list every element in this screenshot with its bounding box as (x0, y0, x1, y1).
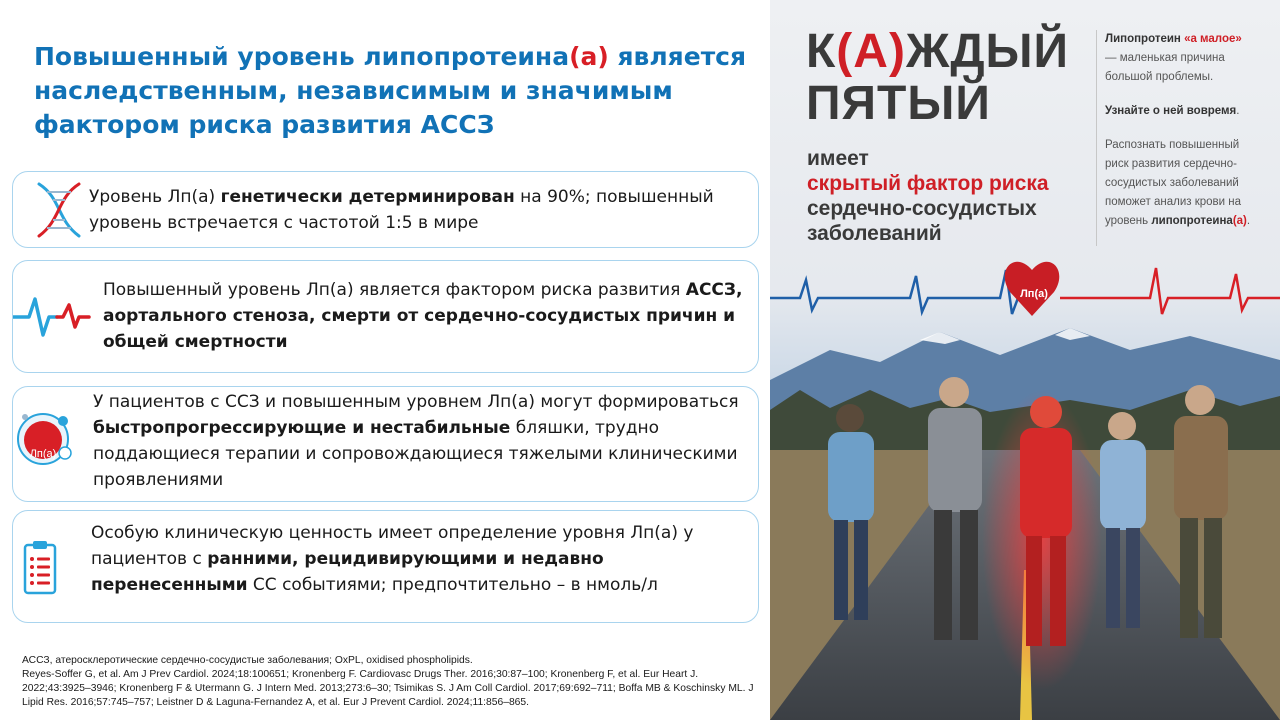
abbreviations-note: АССЗ, атеросклеротические сердечно-сосудистые заболевания; OxPL, oxidised phospholipids. (22, 655, 473, 666)
clipboard-checklist-icon (23, 539, 57, 599)
headline-rest: ЖДЫЙ (905, 25, 1070, 78)
side-text: . (1246, 215, 1251, 227)
headline-accent: (А) (836, 25, 906, 78)
side-para-1 (1105, 30, 1256, 87)
title-part2: является наследственным, независимым и значимым фактором риска развития АССЗ (34, 42, 747, 139)
side-text: — маленькая причина большой проблемы. (1105, 52, 1225, 83)
poster-headline-line2: ПЯТЫЙ (806, 77, 991, 130)
side-text: . (1236, 105, 1240, 117)
side-text: Распознать повышенный риск развития сердечно-сосудистых заболеваний поможет анализ крови на уровень (1105, 139, 1242, 227)
card-text-regular: на 90%; повышенный уровень встречается с частотой 1:5 в мире (89, 187, 714, 233)
side-para-3 (1105, 136, 1256, 231)
subheadline-line: заболеваний (807, 222, 942, 245)
dna-icon (31, 180, 87, 244)
side-text-accent: (а) (1232, 215, 1247, 227)
references-footnote (22, 654, 767, 710)
poster-side-text (1096, 30, 1256, 246)
side-text-bold: Липопротеин (1105, 33, 1185, 45)
card-text (89, 184, 744, 236)
card-text-regular: бляшки, трудно поддающиеся терапии и сопровождающиеся тяжелыми клиническими проявлениями (93, 418, 738, 490)
side-text-bold: Узнайте о ней вовремя (1105, 105, 1237, 117)
title-part1: Повышенный уровень липопротеина (34, 42, 570, 71)
card-text-regular: У пациентов с ССЗ и повышенным уровнем Лп(а) могут формироваться (93, 392, 739, 412)
card-text (103, 277, 748, 355)
info-card-measurement (12, 510, 759, 623)
headline-letter: К (806, 25, 837, 78)
card-text (93, 389, 753, 493)
card-text-bold: генетически детерминирован (220, 187, 515, 207)
lpa-particle-icon (15, 405, 77, 481)
lpa-particle-label: Лп(а) (29, 448, 57, 460)
side-text-bold: липопротеина (1151, 215, 1233, 227)
references-list: Reyes-Soffer G, et al. Am J Prev Cardiol. 2024;18:100651; Kronenberg F. Cardiovasc Drugs Ther. 2016;30:87–100; Kronenberg F, et al. Eur Heart J. 2022;43:3925–3946; Kronenberg F & Utermann G. J Intern Med. 2013;273:6–30; Tsimikas S. J Am Coll Cardiol. 2017;69:692–711; Boffa MB & Koschinsky ML. J Lipid Res. 2016;57:745–757; Leistner D & Laguna-Fernandez A, et al. Eur J Prevent Cardiol. 2024;11:856–865. (22, 669, 754, 708)
heart-lpa-label: Лп(а) (1020, 288, 1048, 300)
title-accent: (а) (569, 42, 609, 71)
heartbeat-pulse-icon (13, 285, 93, 349)
info-card-plaques (12, 386, 759, 502)
card-text-bold: быстропрогрессирующие и нестабильные (93, 418, 511, 438)
card-text-regular: СС событиями; предпочтительно – в нмоль/л (247, 575, 658, 595)
card-text-regular: Уровень Лп(а) (89, 187, 221, 207)
walking-people-scene (770, 240, 1280, 720)
card-text-regular: Повышенный уровень Лп(а) является фактором риска развития (103, 280, 686, 300)
slide-title (34, 40, 754, 142)
poster-headline-line1 (806, 25, 1070, 78)
poster-image (770, 0, 1280, 720)
poster-subheadline (807, 146, 1049, 246)
card-text (91, 520, 751, 598)
info-card-risk-factor (12, 260, 759, 373)
side-text-accent: «а малое» (1184, 33, 1242, 45)
info-card-genetics (12, 171, 759, 248)
subheadline-accent: скрытый фактор риска (807, 172, 1049, 195)
side-para-2 (1105, 102, 1256, 121)
card-text-bold: ранними, рецидивирующими и недавно перенесенными (91, 549, 604, 595)
card-text-bold: АССЗ, аортального стеноза, смерти от сердечно-сосудистых причин и общей смертности (103, 280, 743, 352)
subheadline-line: сердечно-сосудистых (807, 197, 1037, 220)
card-text-regular: Особую клиническую ценность имеет определение уровня Лп(а) у пациентов с (91, 523, 694, 569)
subheadline-line: имеет (807, 147, 869, 170)
